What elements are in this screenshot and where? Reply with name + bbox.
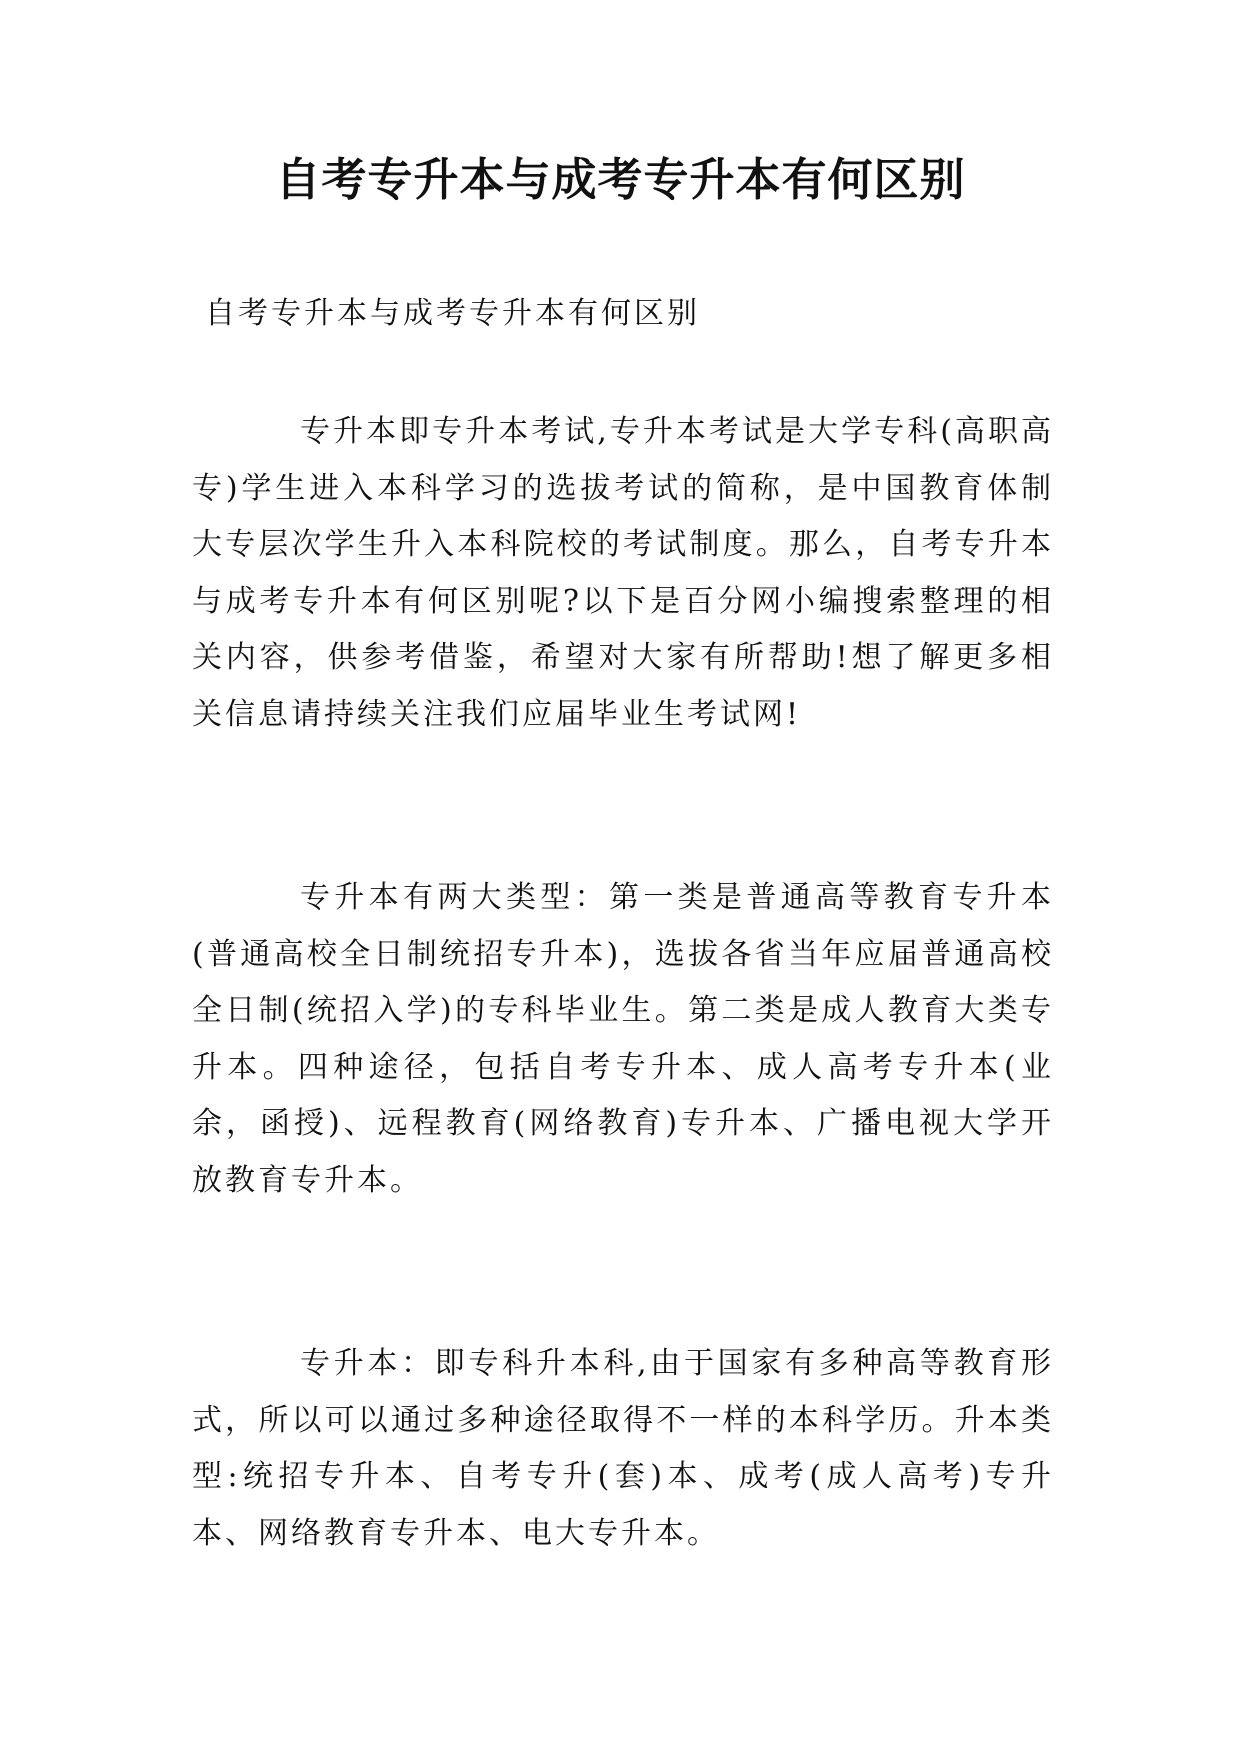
document-title: 自考专升本与成考专升本有何区别 bbox=[275, 153, 966, 206]
paragraph-types: 专升本有两大类型：第一类是普通高等教育专升本(普通高校全日制统招专升本)，选拔各省当年应届普通高校全日制(统招入学)的专科毕业生。第二类是成人教育大类专升本。四种途径，包括自考专升本、成人高考专升本(业余，函授)、远程教育(网络教育)专升本、广播电视大学开放教育专升本。 bbox=[192, 880, 1054, 1198]
paragraph-intro: 专升本即专升本考试,专升本考试是大学专科(高职高专)学生进入本科学习的选拔考试的简称，是中国教育体制大专层次学生升入本科院校的考试制度。那么，自考专升本与成考专升本有何区别呢?以下是百分网小编搜索整理的相关内容，供参考借鉴，希望对大家有所帮助!想了解更多相关信息请持续关注我们应届毕业生考试网! bbox=[192, 414, 1054, 732]
paragraph-definition: 专升本：即专科升本科,由于国家有多种高等教育形式，所以可以通过多种途径取得不一样的本科学历。升本类型:统招专升本、自考专升(套)本、成考(成人高考)专升本、网络教育专升本、电大专升本。 bbox=[192, 1346, 1054, 1551]
document-subtitle: 自考专升本与成考专升本有何区别 bbox=[205, 296, 700, 331]
